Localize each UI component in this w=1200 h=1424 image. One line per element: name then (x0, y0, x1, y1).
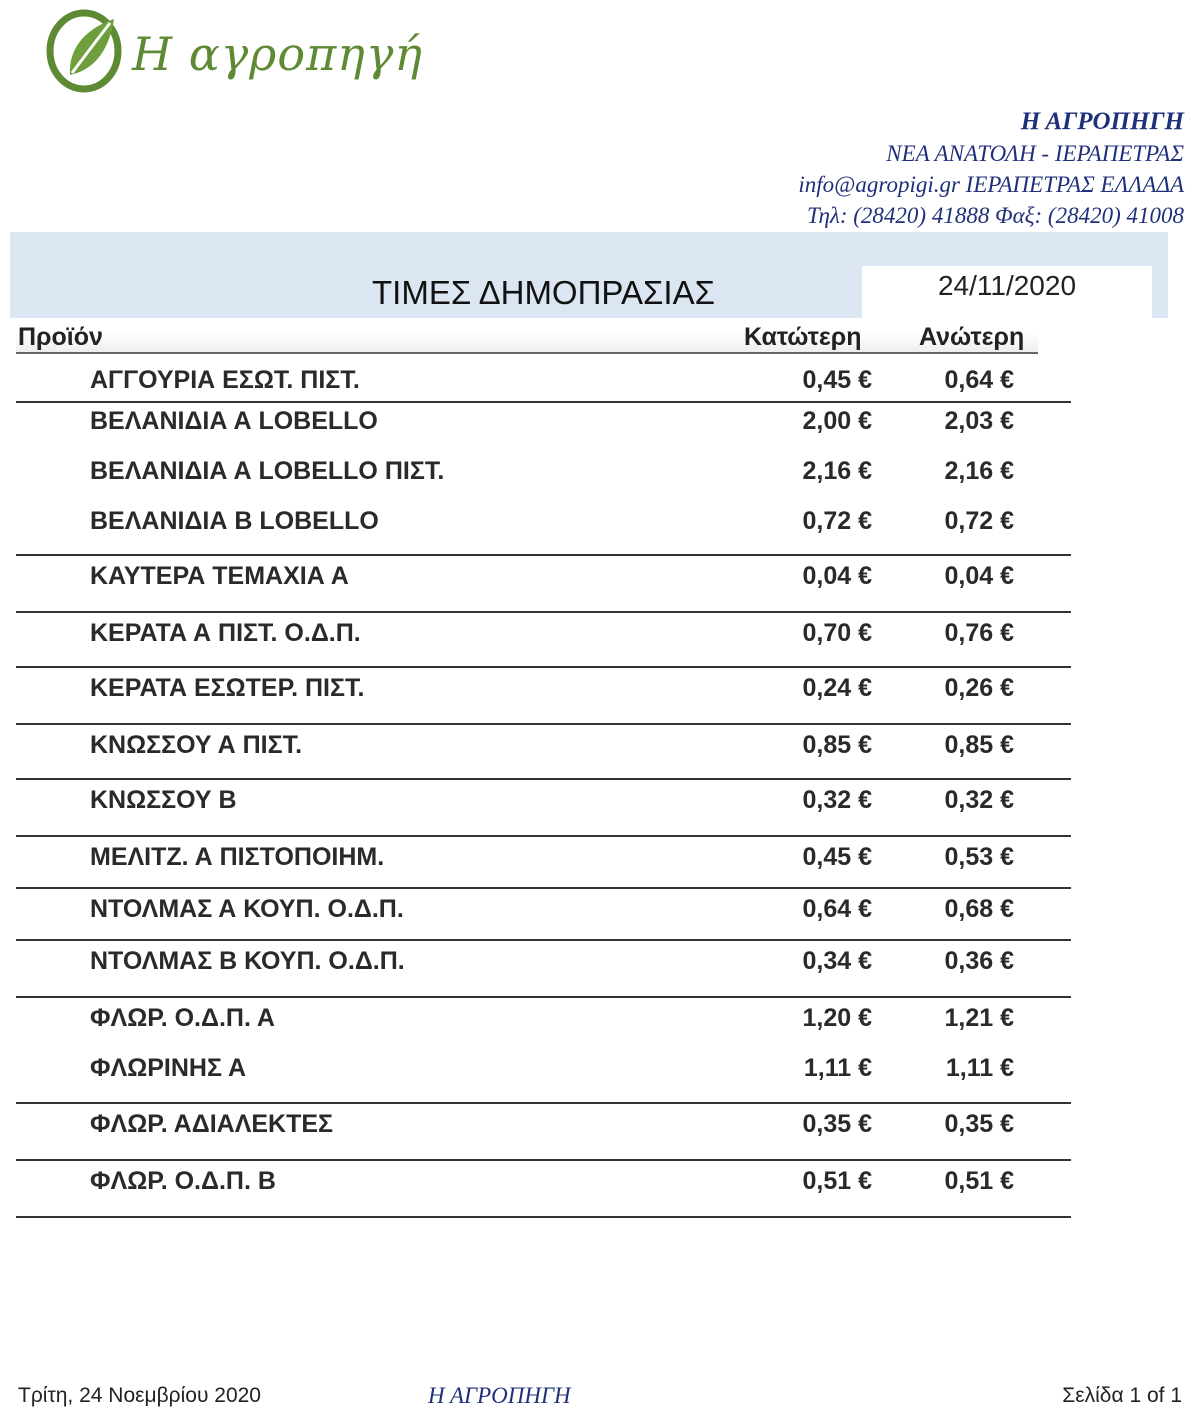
price-high: 2,03 € (944, 407, 1014, 435)
row-divider (16, 1102, 1071, 1104)
header-low: Κατώτερη (744, 323, 862, 351)
product-name: ΚΝΩΣΣΟΥ Β (90, 786, 237, 814)
price-low: 0,70 € (802, 619, 872, 647)
product-name: ΜΕΛΙΤΖ. Α ΠΙΣΤΟΠΟΙΗΜ. (90, 843, 385, 871)
row-divider (16, 611, 1071, 613)
product-name: ΚΕΡΑΤΑ ΕΣΩΤΕΡ. ΠΙΣΤ. (90, 674, 365, 702)
price-high: 1,21 € (944, 1004, 1014, 1032)
report-title: ΤΙΜΕΣ ΔΗΜΟΠΡΑΣΙΑΣ (372, 274, 715, 311)
company-address: ΝΕΑ ΑΝΑΤΟΛΗ - ΙΕΡΑΠΕΤΡΑΣ (886, 141, 1184, 166)
leaf-icon (40, 5, 132, 97)
price-low: 2,00 € (802, 407, 872, 435)
product-name: ΦΛΩΡΙΝΗΣ Α (90, 1054, 247, 1082)
table-header-bar (16, 320, 1038, 352)
price-low: 0,72 € (802, 507, 872, 535)
header-high: Ανώτερη (919, 323, 1025, 351)
product-name: ΚΕΡΑΤΑ Α ΠΙΣΤ. Ο.Δ.Π. (90, 619, 361, 647)
row-divider (16, 1159, 1071, 1161)
price-high: 0,51 € (944, 1167, 1014, 1195)
price-low: 0,51 € (802, 1167, 872, 1195)
row-divider (16, 401, 1071, 403)
row-divider (16, 723, 1071, 725)
price-high: 0,85 € (944, 731, 1014, 759)
row-divider (16, 939, 1071, 941)
company-info (798, 106, 1184, 231)
price-high: 0,68 € (944, 895, 1014, 923)
report-date: 24/11/2020 (937, 270, 1077, 301)
company-phone-line: Τηλ: (28420) 41888 Φαξ: (28420) 41008 (806, 203, 1184, 228)
price-low: 0,45 € (802, 843, 872, 871)
product-name: ΦΛΩΡ. Ο.Δ.Π. Α (90, 1004, 275, 1032)
product-name: ΚΑΥΤΕΡΑ ΤΕΜΑΧΙΑ Α (90, 562, 349, 590)
price-high: 0,36 € (944, 947, 1014, 975)
product-name: ΝΤΟΛΜΑΣ Α ΚΟΥΠ. Ο.Δ.Π. (90, 895, 404, 923)
row-divider (16, 778, 1071, 780)
product-name: ΒΕΛΑΝΙΔΙΑ Β LOBELLO (90, 507, 379, 535)
header-rule (16, 352, 1038, 354)
price-high: 2,16 € (944, 457, 1014, 485)
product-name: ΒΕΛΑΝΙΔΙΑ Α LOBELLO ΠΙΣΤ. (90, 457, 445, 485)
price-low: 0,24 € (802, 674, 872, 702)
product-name: ΑΓΓΟΥΡΙΑ ΕΣΩΤ. ΠΙΣΤ. (90, 366, 360, 394)
price-high: 1,11 € (945, 1054, 1014, 1082)
product-name: ΦΛΩΡ. ΑΔΙΑΛΕΚΤΕΣ (90, 1110, 334, 1138)
footer-date: Τρίτη, 24 Νοεμβρίου 2020 (18, 1384, 261, 1407)
footer-page: Σελίδα 1 of 1 (1062, 1384, 1182, 1407)
price-low: 0,85 € (802, 731, 872, 759)
price-low: 0,34 € (802, 947, 872, 975)
row-divider (16, 666, 1071, 668)
header-product: Προϊόν (18, 323, 103, 351)
price-high: 0,32 € (944, 786, 1014, 814)
price-low: 0,32 € (802, 786, 872, 814)
row-divider (16, 1216, 1071, 1218)
price-high: 0,72 € (944, 507, 1014, 535)
row-divider (16, 996, 1071, 998)
logo-text: Η αγροπηγή (132, 27, 423, 81)
company-email-line: info@agropigi.gr ΙΕΡΑΠΕΤΡΑΣ ΕΛΛΑΔΑ (798, 172, 1184, 197)
price-high: 0,64 € (944, 366, 1014, 394)
product-name: ΒΕΛΑΝΙΔΙΑ Α LOBELLO (90, 407, 378, 435)
company-logo (40, 5, 423, 105)
product-name: ΦΛΩΡ. Ο.Δ.Π. Β (90, 1167, 276, 1195)
price-low: 1,20 € (802, 1004, 872, 1032)
price-high: 0,53 € (944, 843, 1014, 871)
product-name: ΚΝΩΣΣΟΥ Α ΠΙΣΤ. (90, 731, 303, 759)
price-high: 0,04 € (944, 562, 1014, 590)
company-name: Η ΑΓΡΟΠΗΓΗ (1020, 108, 1184, 135)
row-divider (16, 887, 1071, 889)
product-name: ΝΤΟΛΜΑΣ Β ΚΟΥΠ. Ο.Δ.Π. (90, 947, 405, 975)
price-low: 0,04 € (802, 562, 872, 590)
price-low: 0,35 € (802, 1110, 872, 1138)
price-low: 1,11 € (803, 1054, 872, 1082)
row-divider (16, 835, 1071, 837)
row-divider (16, 554, 1071, 556)
price-high: 0,35 € (944, 1110, 1014, 1138)
price-low: 0,64 € (802, 895, 872, 923)
footer-company: Η ΑΓΡΟΠΗΓΗ (428, 1383, 571, 1408)
price-low: 2,16 € (802, 457, 872, 485)
price-low: 0,45 € (802, 366, 872, 394)
price-high: 0,26 € (944, 674, 1014, 702)
price-high: 0,76 € (944, 619, 1014, 647)
